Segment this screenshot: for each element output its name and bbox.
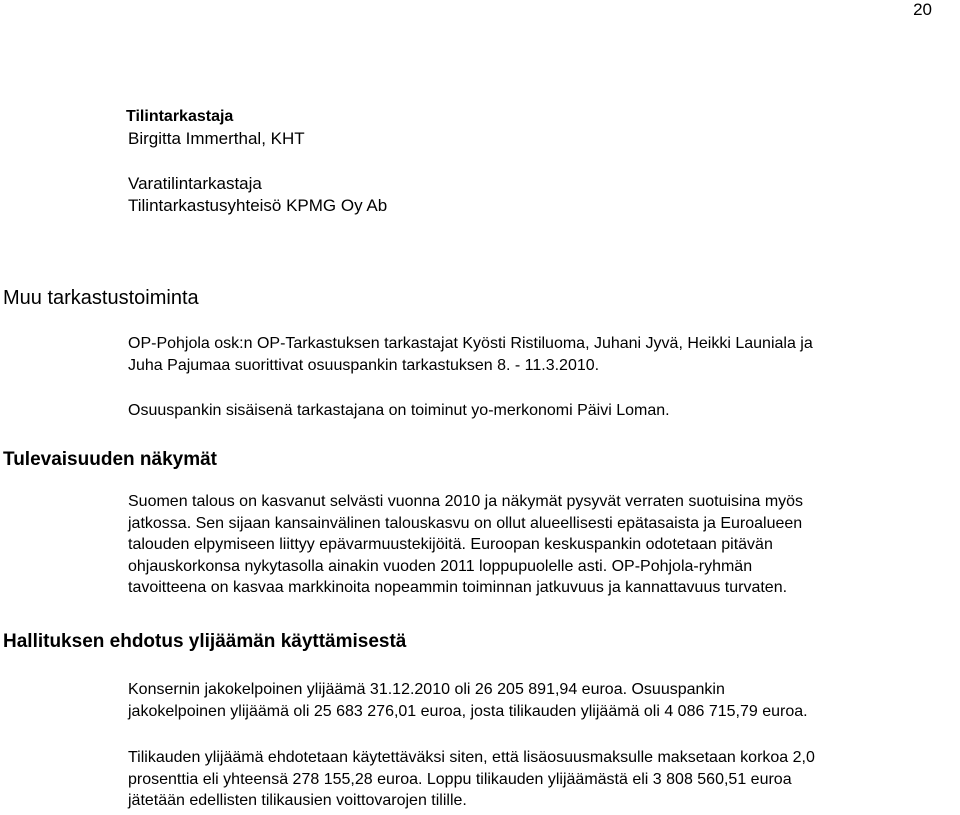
page-number: 20 <box>913 0 932 19</box>
deputy-auditor-heading: Varatilintarkastaja <box>128 174 262 193</box>
proposal-p2-line-2: prosenttia eli yhteensä 278 155,28 euroa. Loppu tilikauden ylijäämästä eli 3 808 560,51 euroa <box>128 770 792 788</box>
other-audit-line-1: OP-Pohjola osk:n OP-Tarkastuksen tarkastajat Kyösti Ristiluoma, Juhani Jyvä, Heikki Launiala ja <box>128 335 813 352</box>
proposal-paragraph-2 <box>128 747 960 812</box>
outlook-heading: Tulevaisuuden näkymät <box>3 449 217 470</box>
auditor-name: Birgitta Immerthal, KHT <box>128 129 305 148</box>
proposal-p1-line-1: Konsernin jakokelpoinen ylijäämä 31.12.2010 oli 26 205 891,94 euroa. Osuuspankin <box>128 681 725 698</box>
proposal-p2-line-1: Tilikauden ylijäämä ehdotetaan käytettäväksi siten, että lisäosuusmaksulle maksetaan korkoa 2,0 <box>128 749 815 766</box>
outlook-line-3: talouden elpymiseen liittyy epävarmuustekijöitä. Euroopan keskuspankin odotetaan pitävän <box>128 536 773 553</box>
outlook-line-4: ohjauskorkonsa nykytasolla ainakin vuoden 2011 loppupuolelle asti. OP-Pohjola-ryhmän <box>128 557 753 575</box>
proposal-heading: Hallituksen ehdotus ylijäämän käyttämisestä <box>3 631 407 652</box>
auditor-heading: Tilintarkastaja <box>126 108 234 125</box>
deputy-auditor-name: Tilintarkastusyhteisö KPMG Oy Ab <box>128 196 388 215</box>
proposal-p2-line-3: jätetään edellisten tilikausien voittovarojen tilille. <box>128 792 467 809</box>
outlook-line-2: jatkossa. Sen sijaan kansainvälinen talouskasvu on ollut alueellisesti epätasaista ja Euroalueen <box>128 514 803 532</box>
outlook-line-1: Suomen talous on kasvanut selvästi vuonna 2010 ja näkymät pysyvät verraten suotuisina myös <box>128 493 804 510</box>
other-audit-heading: Muu tarkastustoiminta <box>3 287 199 309</box>
proposal-paragraph-1 <box>128 679 960 722</box>
proposal-p1-line-2: jakokelpoinen ylijäämä oli 25 683 276,01 euroa, josta tilikauden ylijäämä oli 4 086 715,79 euroa. <box>128 702 808 720</box>
internal-auditor-line-1: Osuuspankin sisäisenä tarkastajana on toiminut yo-merkonomi Päivi Loman. <box>128 402 670 419</box>
other-audit-line-2: Juha Pajumaa suorittivat osuuspankin tarkastuksen 8. - 11.3.2010. <box>128 356 600 374</box>
other-audit-paragraph <box>128 333 960 376</box>
outlook-paragraph <box>128 491 960 599</box>
internal-auditor-paragraph <box>128 400 960 422</box>
outlook-line-5: tavoitteena on kasvaa markkinoita nopeammin toiminnan jatkuvuus ja kannattavuus turvaten. <box>128 579 788 596</box>
